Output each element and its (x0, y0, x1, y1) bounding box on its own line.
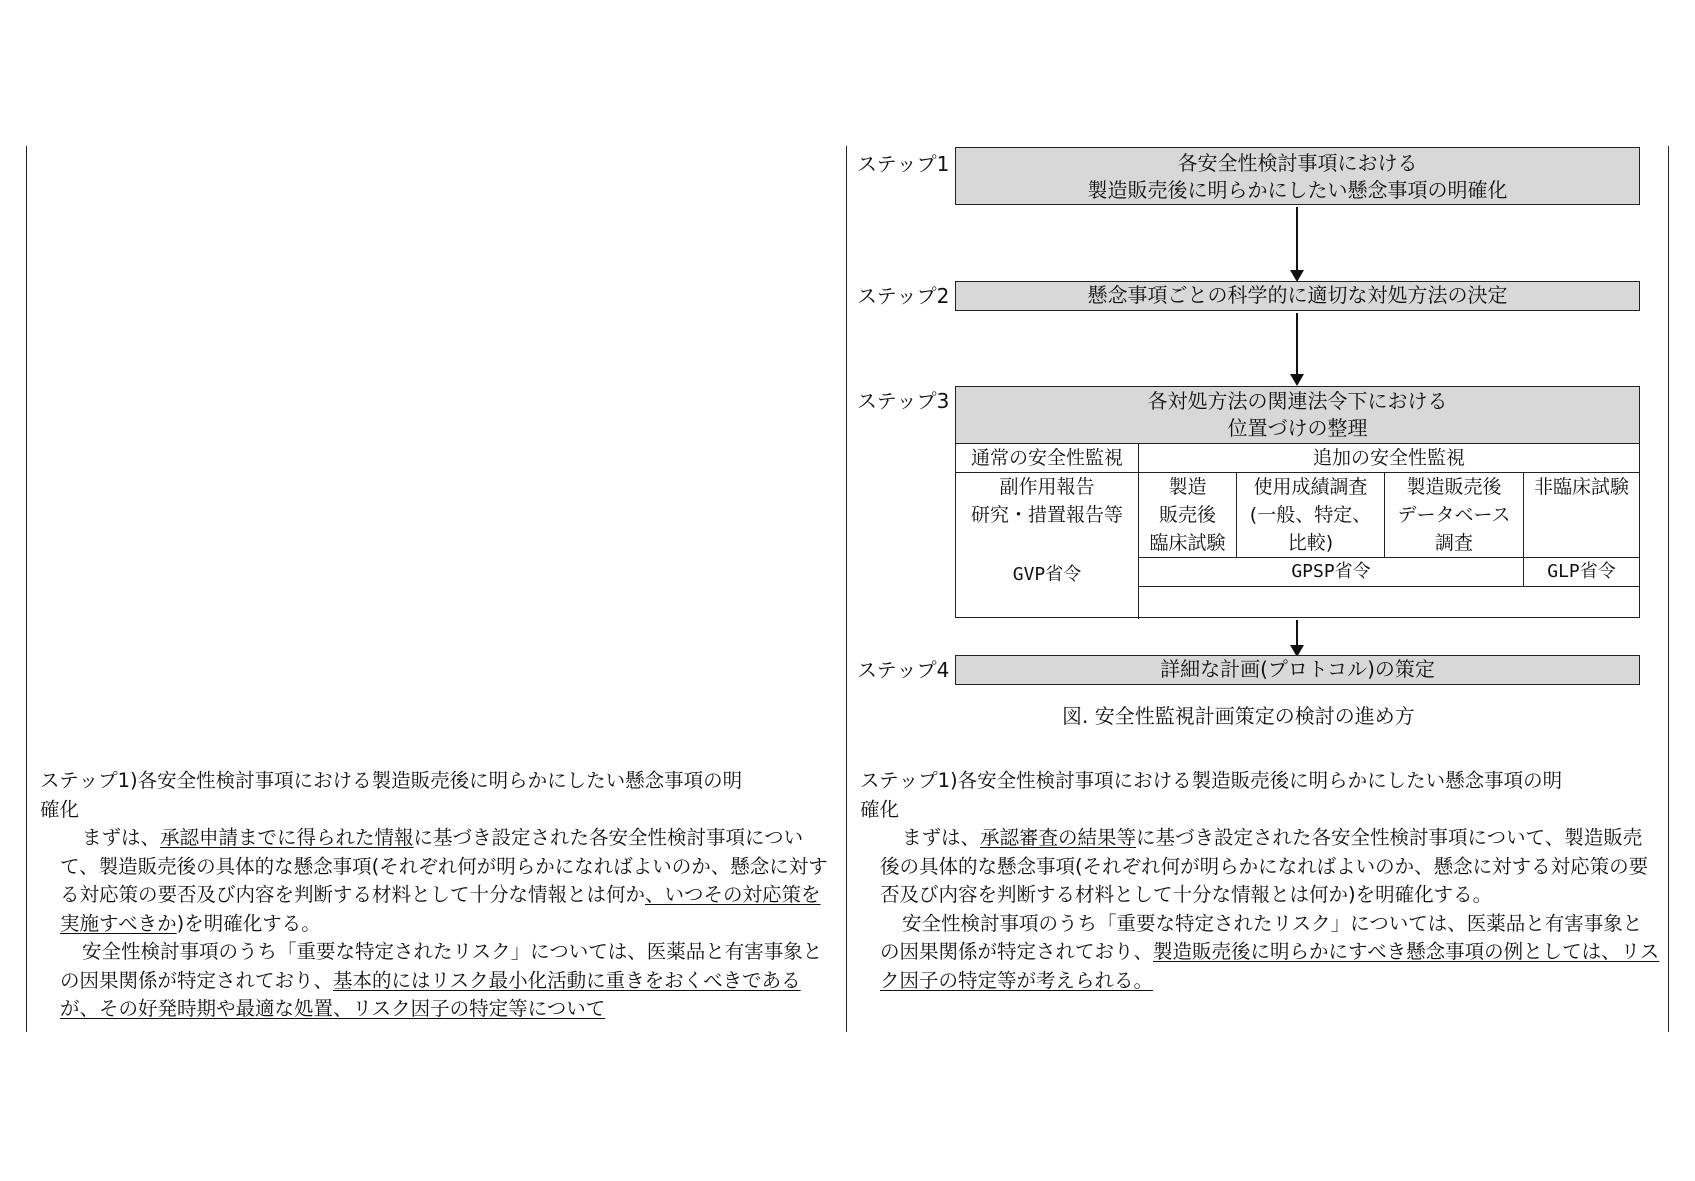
routine-item: 研究・措置報告等 (970, 504, 1123, 526)
left-p2-underline: 基本的にはリスク最小化活動に重きをおくべきであるが、その好発時期や最適な処置、リスク因子の特定等について (60, 968, 801, 1020)
left-heading-line1: ステップ1)各安全性検討事項における製造販売後に明らかにしたい懸念事項の明 (40, 769, 743, 792)
col-clinical-line: 臨床試験 (1149, 532, 1226, 554)
left-text (40, 767, 837, 1024)
right-heading-line2: 確化 (860, 797, 900, 821)
col-database-line: 製造販売後 (1406, 476, 1502, 498)
step2-label: ステップ2 (857, 284, 950, 308)
step2-text: 懸念事項ごとの科学的に適切な対処方法の決定 (1087, 283, 1508, 307)
step2-box (955, 281, 1640, 311)
col-clinical (1139, 473, 1237, 558)
step3-label: ステップ3 (857, 389, 950, 413)
step3-line1: 各対処方法の関連法令下における (1147, 389, 1448, 413)
left-paragraph-2 (40, 938, 837, 1024)
col-survey-line: 比較) (1287, 532, 1334, 554)
step1-line1: 各安全性検討事項における (1177, 151, 1418, 175)
arrow-1-2 (1296, 207, 1298, 280)
right-p2-underline: 製造販売後に明らかにすべき懸念事項の例としては、リスク因子の特定等が考えられる。 (880, 940, 1660, 992)
gvp-label: GVP省令 (1012, 564, 1082, 585)
step4-box (955, 655, 1640, 685)
center-divider (846, 146, 847, 1032)
right-p2-text: 安全性検討事項のうち「重要な特定されたリスク」については、医薬品と有害事象との因果関係が特定されており、 (880, 911, 1643, 963)
step3-block (955, 386, 1640, 618)
col-database (1385, 473, 1524, 558)
right-paragraph-1 (860, 824, 1660, 910)
right-heading (860, 767, 1660, 824)
col-survey (1237, 473, 1385, 558)
left-heading (40, 767, 837, 824)
left-p1-text: )を明確化する。 (176, 911, 321, 935)
right-p1-underline: 承認審査の結果等 (980, 826, 1137, 849)
left-p1-underline: 、いつその対応策を実施すべきか (60, 883, 821, 935)
col-database-line: 調査 (1434, 532, 1473, 554)
left-p2-text: 安全性検討事項のうち「重要な特定されたリスク」については、医薬品と有害事象との因果関係が特定されており、 (60, 940, 823, 992)
col-database-line: データベース (1397, 504, 1511, 526)
glp-label: GLP省令 (1524, 558, 1639, 587)
left-paragraph-1 (40, 824, 837, 938)
left-heading-line2: 確化 (40, 797, 80, 821)
routine-header: 通常の安全性監視 (956, 444, 1139, 473)
left-p1-text: に基づき設定された各安全性検討事項について、製造販売後の具体的な懸念事項(それぞれ何が明らかになればよいのか、懸念に対する対応策の要否及び内容を判断する材料として十分な情報とは何か (60, 826, 828, 906)
col-nonclinical (1524, 473, 1639, 558)
step3-line2: 位置づけの整理 (1227, 416, 1368, 440)
col-survey-line: 使用成績調査 (1253, 476, 1368, 498)
right-p1-text: まずは、 (902, 826, 981, 849)
step1-label: ステップ1 (857, 152, 950, 176)
arrow-3-4 (1296, 620, 1298, 655)
step3-header (956, 387, 1639, 444)
right-text (860, 767, 1660, 995)
right-paragraph-2 (860, 910, 1660, 996)
left-border (26, 146, 27, 1032)
routine-items (956, 473, 1139, 619)
col-nonclinical-line: 非臨床試験 (1533, 476, 1629, 498)
col-clinical-line: 製造 (1168, 476, 1207, 498)
step4-label: ステップ4 (857, 658, 950, 682)
right-border (1668, 146, 1669, 1032)
step4-text: 詳細な計画(プロトコル)の策定 (1160, 657, 1435, 681)
gpsp-label: GPSP省令 (1139, 558, 1524, 587)
right-heading-line1: ステップ1)各安全性検討事項における製造販売後に明らかにしたい懸念事項の明 (860, 769, 1563, 792)
additional-header: 追加の安全性監視 (1139, 444, 1639, 473)
left-p1-underline: 承認申請までに得られた情報 (160, 826, 414, 849)
figure-caption: 図. 安全性監視計画策定の検討の進め方 (1062, 704, 1415, 728)
routine-item: 副作用報告 (999, 476, 1095, 498)
right-p1-text: に基づき設定された各安全性検討事項について、製造販売後の具体的な懸念事項(それぞれ何が明らかになればよいのか、懸念に対する対応策の要否及び内容を判断する材料として十分な情報とは何か)を明確化する。 (880, 826, 1649, 906)
arrow-2-3 (1296, 313, 1298, 384)
col-survey-line: (一般、特定、 (1249, 504, 1372, 526)
col-clinical-line: 販売後 (1158, 504, 1216, 526)
step1-line2: 製造販売後に明らかにしたい懸念事項の明確化 (1087, 178, 1508, 202)
left-p1-text: まずは、 (82, 826, 161, 849)
step1-box (955, 147, 1640, 205)
